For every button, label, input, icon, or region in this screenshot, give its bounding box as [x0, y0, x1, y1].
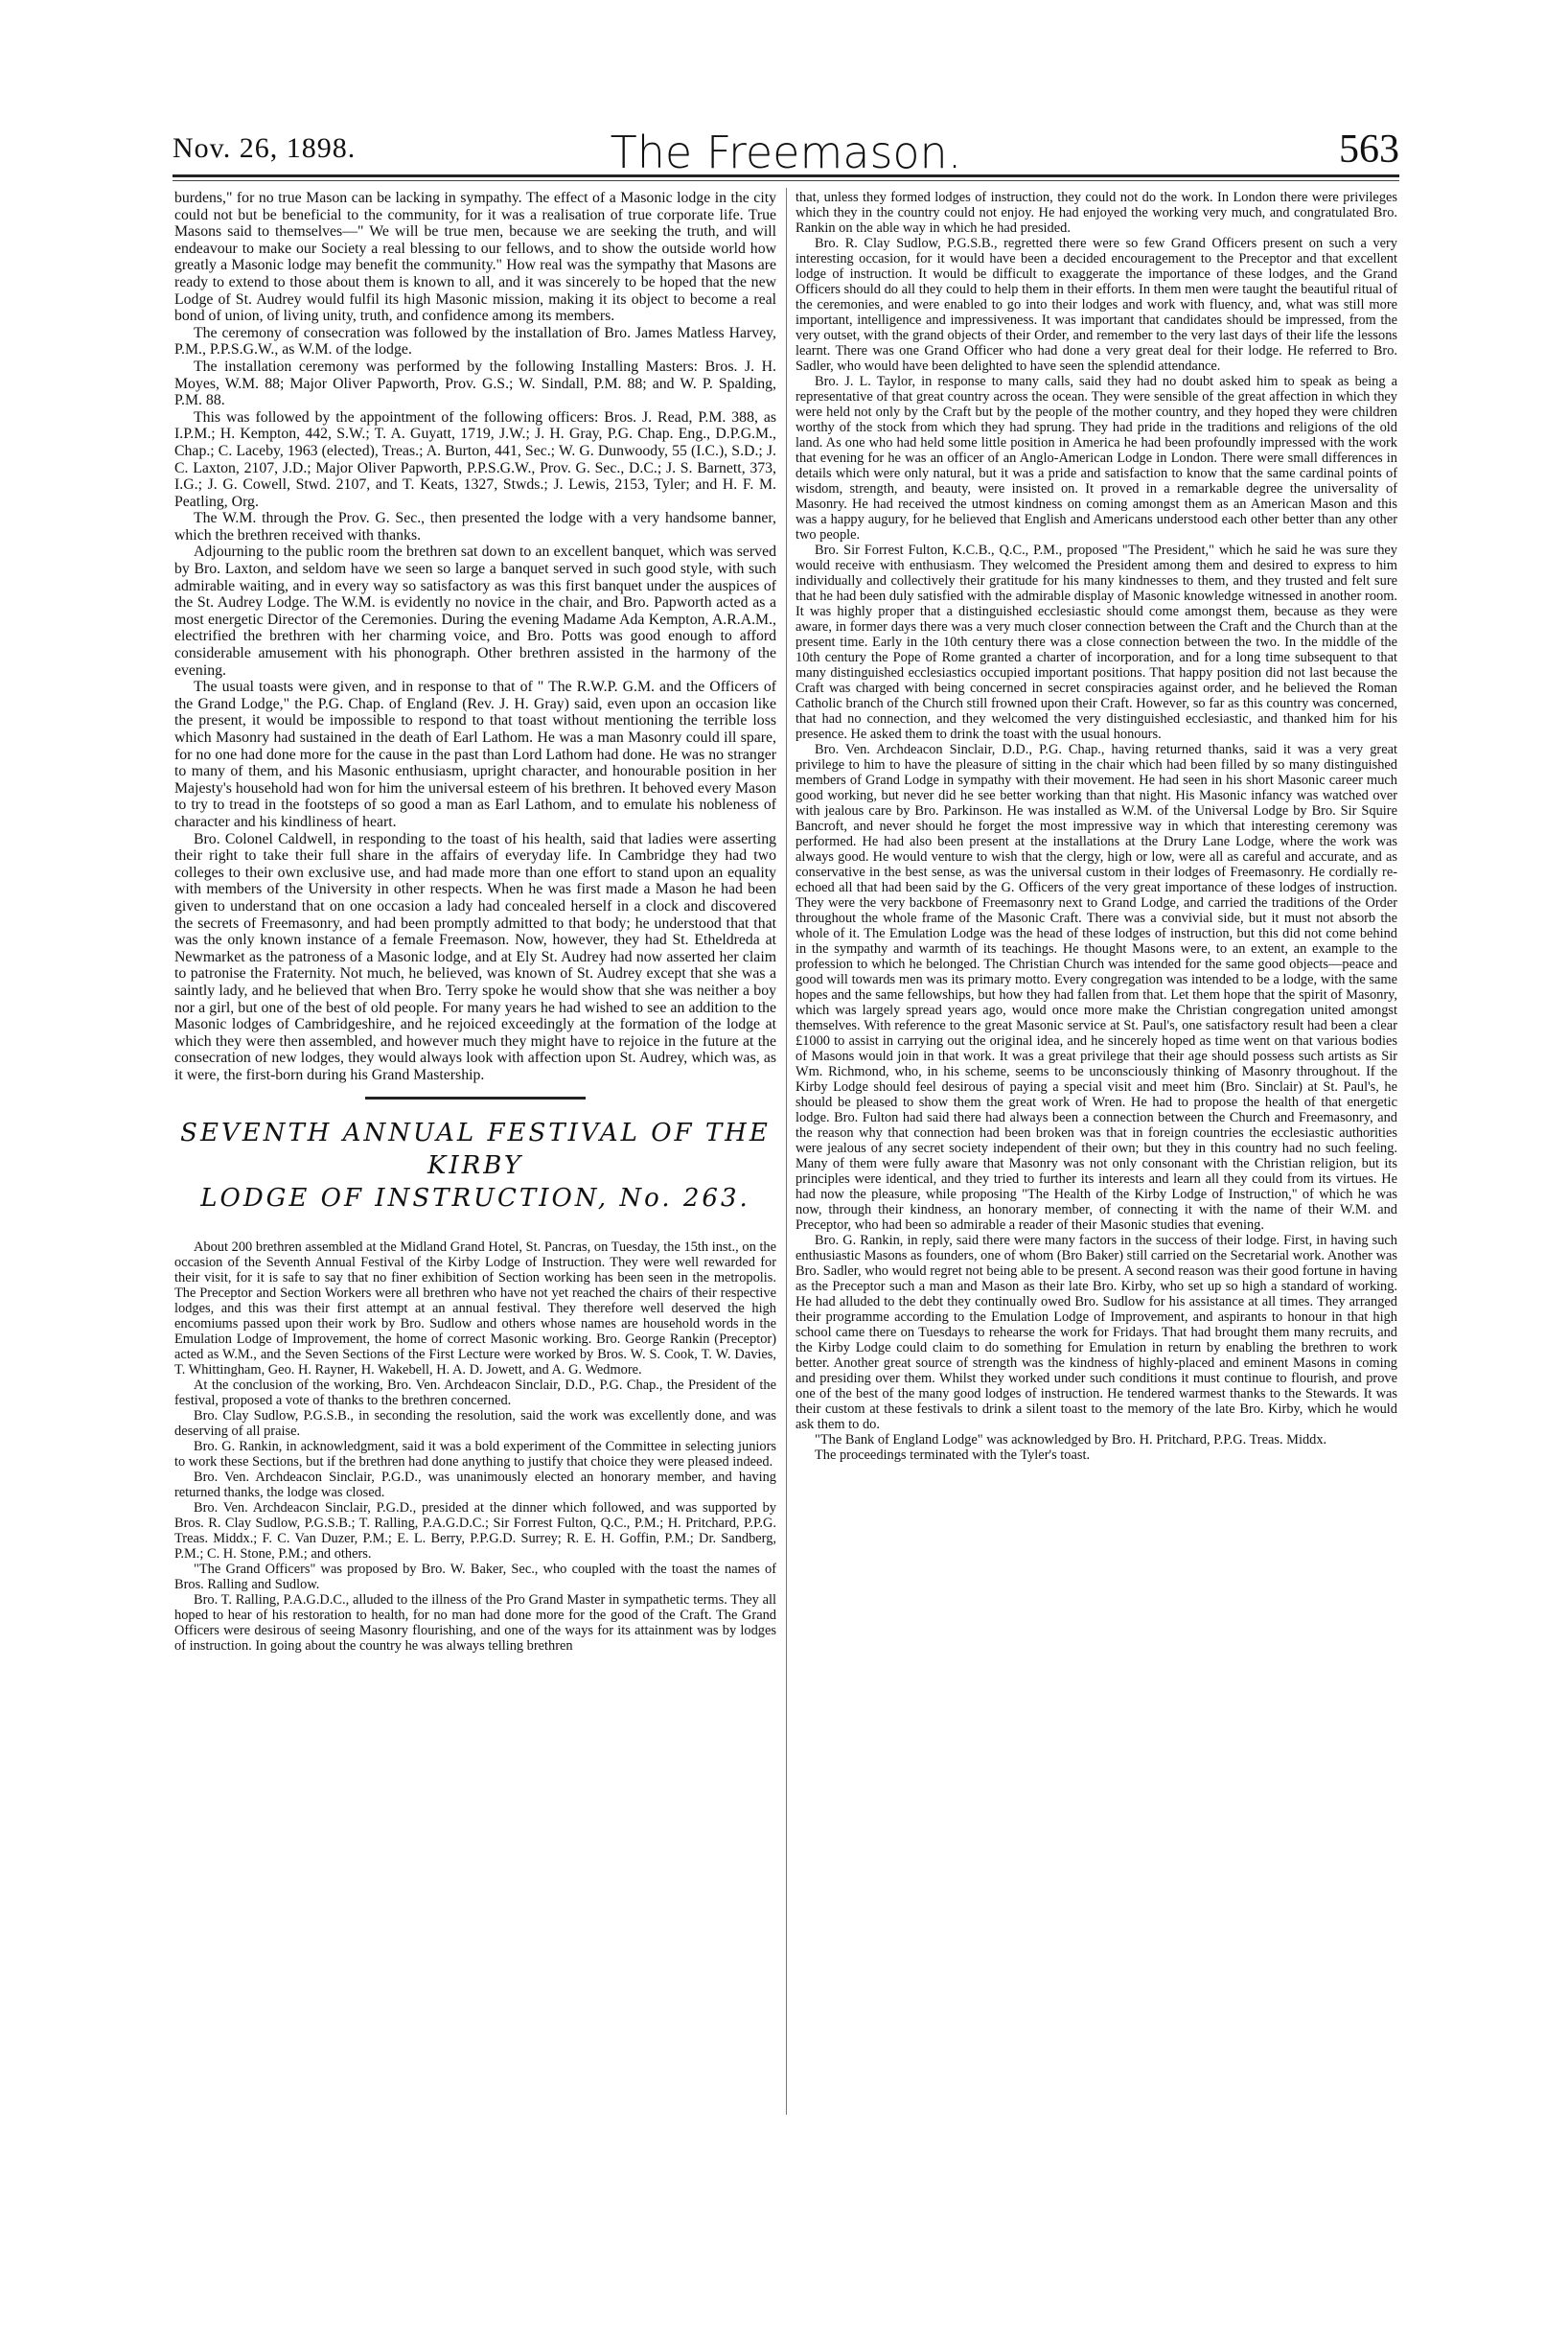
article-paragraph: At the conclusion of the working, Bro. Ven. Archdeacon Sinclair, D.D., P.G. Chap., the President of the festival, proposed a vote of thanks to the brethren concerned.: [174, 1378, 776, 1409]
right-column: [796, 190, 1397, 2136]
section-divider: [365, 1097, 586, 1100]
article-paragraph: The installation ceremony was performed by the following Installing Masters: Bros. J. H. Moyes, W.M. 88; Major Oliver Papworth, Prov. G.S.; W. Sindall, P.M. 88; and W. P. Spalding, P.M. 88.: [174, 358, 776, 409]
festival-report: [174, 1239, 776, 1654]
section-heading: [174, 1117, 776, 1215]
article-paragraph: Bro. Clay Sudlow, P.G.S.B., in seconding the resolution, said the work was excellently done, and was deserving of all praise.: [174, 1408, 776, 1440]
article-paragraph: "The Grand Officers" was proposed by Bro. W. Baker, Sec., who coupled with the toast the names of Bros. Ralling and Sudlow.: [174, 1562, 776, 1593]
article-paragraph: Bro. Colonel Caldwell, in responding to the toast of his health, said that ladies were asserting their right to take their full share in the affairs of everyday life. In Cambridge they had two colleges to their own exclusive use, and had made more than one effort to stand upon an equality with members of the University in other respects. When he was first made a Mason he had been given to understand that on one occasion a lady had concealed herself in a clock and discovered the secrets of Freemasonry, and had been promptly admitted to that body; he understood that that was the only known instance of a female Freemason. Now, however, they had St. Etheldreda at Newmarket as the patroness of a Masonic lodge, and at Ely St. Audrey had now asserted her claim to patronise the Fraternity. Not much, he believed, was known of St. Audrey except that she was a saintly lady, and he believed that when Bro. Terry spoke he would show that she was neither a boy nor a girl, but one of the best of old people. For many years he had wished to see an addition to the Masonic lodges of Cambridgeshire, and he rejoiced exceedingly at the formation of the lodge at which they were then assembled, and however much they might have to rejoice in the future at the consecration of new lodges, they would always look with affection upon St. Audrey, which was, as it were, the first-born during his Grand Mastership.: [174, 830, 776, 1083]
article-paragraph: This was followed by the appointment of the following officers: Bros. J. Read, P.M. 388, as I.P.M.; H. Kempton, 442, S.W.; T. A. Guyatt, 1719, J.W.; J. H. Gray, P.G. Chap. Eng., D.P.G.M., Chap.; C. Laceby, 1963 (elected), Treas.; A. Burton, 441, Sec.; W. G. Dunwoody, 55 (I.C.), S.D.; J. C. Laxton, 2107, J.D.; Major Oliver Papworth, P.P.S.G.W., Prov. G. Sec., D.C.; J. S. Barnett, 373, I.G.; J. G. Cowell, Stwd. 2107, and T. Keats, 1327, Stwds.; J. Lewis, 2153, Tyler; and H. F. M. Peatling, Org.: [174, 408, 776, 510]
header-rule: [173, 174, 1399, 177]
issue-date: Nov. 26, 1898.: [173, 132, 357, 164]
article-paragraph: that, unless they formed lodges of instruction, they could not do the work. In London there were privileges which they in the country could not enjoy. He had enjoyed the working very much, and congratulated Bro. Rankin on the able way in which he had presided.: [796, 190, 1397, 236]
section-heading-line-2: LODGE OF INSTRUCTION, No. 263.: [200, 1184, 750, 1214]
article-paragraph: About 200 brethren assembled at the Midland Grand Hotel, St. Pancras, on Tuesday, the 15th inst., on the occasion of the Seventh Annual Festival of the Kirby Lodge of Instruction. They were well rewarded for their visit, for it is safe to say that no finer exhibition of Section working has been seen in the metropolis. The Preceptor and Section Workers were all brethren who have not yet reached the chairs of their respective lodges, and this was their first attempt at an annual festival. They therefore well deserved the high encomiums passed upon their work by Bro. Sudlow and others whose names are household words in the Emulation Lodge of Improvement, the home of correct Masonic working. Bro. George Rankin (Preceptor) acted as W.M., and the Seven Sections of the First Lecture were worked by Bros. W. S. Cook, T. W. Davies, T. Whittingham, Geo. H. Rayner, H. Wakebell, H. A. D. Jowett, and A. G. Wedmore.: [174, 1239, 776, 1378]
header-rule-thin: [173, 180, 1399, 181]
article-paragraph: The proceedings terminated with the Tyler's toast.: [815, 1447, 1091, 1463]
article-paragraph: The W.M. through the Prov. G. Sec., then presented the lodge with a very handsome banner, which the brethren received with thanks.: [174, 510, 776, 544]
page-number: 563: [1339, 127, 1399, 172]
article-paragraph: Bro. G. Rankin, in reply, said there were many factors in the success of their lodge. First, in having such enthusiastic Masons as founders, one of whom (Bro Baker) still carried on the Secretarial work. Another was Bro. Sadler, who would regret not being able to be present. A second reason was their good fortune in having as the Preceptor such a man and Mason as their late Bro. Kirby, who set up so high a standard of working. He had alluded to the debt they continually owed Bro. Sudlow for his assistance at all times. They arranged their programme according to the Emulation Lodge of Improvement, and aspirants to honour in that high school came there on Tuesdays to rehearse the work for Fridays. That had brought them many recruits, and the Kirby Lodge could claim to do something for Emulation in return by enabling the brethren to work better. Another great source of strength was the kindness of highly-placed and eminent Masons in coming and presiding over them. Whilst they worked under such conditions it must continue to flourish, and prove one of the best of the many good lodges of instruction. He tendered warmest thanks to the Stewards. It was their custom at these festivals to drink a silent toast to the memory of the late Bro. Kirby, which he would ask them to do.: [796, 1233, 1397, 1432]
column-divider: [786, 188, 787, 2115]
article-paragraph: Bro. G. Rankin, in acknowledgment, said it was a bold experiment of the Committee in selecting juniors to work these Sections, but if the brethren had done anything to justify that choice they were pleased indeed.: [174, 1439, 776, 1471]
article-paragraph: Bro. J. L. Taylor, in response to many calls, said they had no doubt asked him to speak as being a representative of that great country across the ocean. They were sensible of the great affection in which they were held not only by the Craft but by the people of the mother country, and they hoped they were children worthy of the stock from which they had sprung. They had pride in the traditions and religions of the old land. As one who had held some little position in America he had been profoundly impressed with the work that evening for he was an officer of an Anglo-American Lodge in London. There were small differences in details which were only natural, but it was a pride and satisfaction to know that the same cardinal points of wisdom, strength, and beauty, were insisted on. It proved in a remarkable degree the universality of Masonry. He had received the utmost kindness on coming amongst them as an American Mason and this was a happy augury, for he believed that English and Americans understood each other better than any other two people.: [796, 374, 1397, 543]
article-paragraph: Bro. T. Ralling, P.A.G.D.C., alluded to the illness of the Pro Grand Master in sympathetic terms. They all hoped to hear of his restoration to health, for no man had done more for the good of the Craft. The Grand Officers were desirous of seeing Masonry flourishing, and one of the ways for its attainment was by lodges of instruction. In going about the country he was always telling brethren: [174, 1592, 776, 1655]
article-paragraph: Adjourning to the public room the brethren sat down to an excellent banquet, which was served by Bro. Laxton, and seldom have we seen so large a banquet served in such good style, with such admirable waiting, and in every way so satisfactory as was this first banquet under the auspices of the St. Audrey Lodge. The W.M. is evidently no novice in the chair, and Bro. Papworth acted as a most energetic Director of the Ceremonies. During the evening Madame Ada Kempton, A.R.A.M., electrified the brethren with her charming voice, and Bro. Potts was good enough to afford considerable amusement with his phonograph. Other brethren assisted in the harmony of the evening.: [174, 544, 776, 679]
left-column: [174, 190, 776, 2136]
article-paragraph: Bro. Ven. Archdeacon Sinclair, P.G.D., was unanimously elected an honorary member, and having returned thanks, the lodge was closed.: [174, 1470, 776, 1501]
article-paragraph: "The Bank of England Lodge" was acknowledged by Bro. H. Pritchard, P.P.G. Treas. Middx.: [815, 1432, 1327, 1447]
article-paragraph: Bro. Sir Forrest Fulton, K.C.B., Q.C., P.M., proposed "The President," which he said he was sure they would receive with enthusiasm. They welcomed the President among them and desired to express to him individually and collectively their gratitude for his many kindnesses to them, and they trusted and felt sure that he had been duly satisfied with the admirable display of Masonic knowledge witnessed in another room. It was highly proper that a distinguished ecclesiastic should come amongst them, because as they were aware, in former days there was a very much closer connection between the Craft and the Church than at the present time. Early in the 10th century there was a close connection between the two. In the middle of the 10th century the Pope of Rome granted a charter of incorporation, and for a long time subsequent to that many distinguished ecclesiastics occupied important positions. That happy position did not last because the Craft was charged with being concerned in secret conspiracies against order, and he believed the Roman Catholic branch of the Church still frowned upon their Craft. However, so far as this country was concerned, that had no connection, and they welcomed the very distinguished ecclesiastic, and thanked him for his presence. He asked them to drink the toast with the usual honours.: [796, 543, 1397, 742]
masthead-title: The Freemason.: [610, 127, 962, 178]
section-heading-line-1: SEVENTH ANNUAL FESTIVAL OF THE KIRBY: [180, 1119, 771, 1181]
page-header: [173, 127, 1399, 178]
article-paragraph: Bro. Ven. Archdeacon Sinclair, P.G.D., presided at the dinner which followed, and was supported by Bros. R. Clay Sudlow, P.G.S.B.; T. Ralling, P.A.G.D.C.; Sir Forrest Fulton, Q.C., P.M.; H. Pritchard, P.P.G. Treas. Middx.; F. C. Van Duzer, P.M.; E. L. Berry, P.P.G.D. Surrey; R. E. H. Goffin, P.M.; Dr. Sandberg, P.M.; C. H. Stone, P.M.; and others.: [174, 1500, 776, 1563]
article-paragraph: The ceremony of consecration was followed by the installation of Bro. James Matless Harvey, P.M., P.P.S.G.W., as W.M. of the lodge.: [174, 324, 776, 359]
article-paragraph: Bro. Ven. Archdeacon Sinclair, D.D., P.G. Chap., having returned thanks, said it was a very great privilege to him to have the pleasure of sitting in the chair which had been filled by so many distinguished members of Grand Lodge in sympathy with their movement. He had seen in his short Masonic career much good working, but never did he see better working than that night. His Masonic infancy was watched over with jealous care by Bro. Parkinson. He was installed as W.M. of the Universal Lodge by Bro. Sir Squire Bancroft, and never should he forget the most impressive way in which that interesting ceremony was performed. He had also been present at the installations at the Drury Lane Lodge, where the work was always good. He would venture to wish that the clergy, high or low, were all as careful and accurate, and as conservative in the best sense, as was the universal custom in their lodges of Freemasonry. He cordially re-echoed all that had been said by the G. Officers of the very great importance of these lodges of instruction. They were the very backbone of Freemasonry next to Grand Lodge, and carried the traditions of the Order throughout the whole frame of the Masonic Craft. There was a convivial side, but it must not absorb the whole of it. The Emulation Lodge was the head of these lodges of instruction, but this did not come behind in the sympathy and warmth of its teachings. He thought Masons were, to an extent, an example to the profession to which he belonged. The Christian Church was intended for the same good objects—peace and good will towards men was its primary motto. Every congregation was intended to be a lodge, with the same hopes and the same fellowships, but how they had fallen from that. Let them hope that the spirit of Masonry, which was largely spread years ago, would once more make the Christian congregation united amongst themselves. With reference to the great Masonic service at St. Paul's, one satisfactory result had been a clear £1000 to assist in carrying out the original idea, and he sincerely hoped as time went on that various bodies of Masons would join in that work. It was a great privilege that their age should possess such artists as Sir Wm. Richmond, who, in his scheme, seems to be unconsciously thinking of Masonry throughout. If the Kirby Lodge should feel desirous of paying a special visit and meet him (Bro. Sinclair) at St. Paul's, he should be pleased to show them the great work of Wren. He had to propose the health of that energetic lodge. Bro. Fulton had said there had always been a connection between the Church and Freemasonry, and the reason why that connection had been broken was that in foreign countries the ecclesiastic authorities were jealous of any secret society independent of their own; but they in this country had no such feeling. Many of them were fully aware that Masonry was not only consonant with the Christian religion, but its principles were identical, and they tried to further its interests and learn all they could from its virtues. He had now the pleasure, while proposing "The Health of the Kirby Lodge of Instruction," of which he was now, through their kindness, an honorary member, of connecting it with the name of their W.M. and Preceptor, who had been so admirable a reader of their Masonic studies that evening.: [796, 742, 1397, 1233]
article-paragraph: Bro. R. Clay Sudlow, P.G.S.B., regretted there were so few Grand Officers present on such a very interesting occasion, for it would have been a decided encouragement to the Preceptor and that excellent lodge of instruction. It would be difficult to exaggerate the importance of these lodges, and the Grand Officers should do all they could to help them in their efforts. In them men were taught the beautiful ritual of the ceremonies, and were enabled to go into their lodges and work with fluency, and, what was still more important, intelligence and impressiveness. It was important that candidates should be impressed, from the very outset, with the grand objects of their Order, and remember to the very last days of their life the lessons learnt. There was one Grand Officer who had done a very great deal for their lodge. He referred to Bro. Sadler, who would have been delighted to have seen the splendid attendance.: [796, 236, 1397, 374]
article-paragraph: The usual toasts were given, and in response to that of " The R.W.P. G.M. and the Officers of the Grand Lodge," the P.G. Chap. of England (Rev. J. H. Gray) said, even upon an occasion like the present, it would be impossible to respond to that toast without mentioning the terrible loss which Masonry had sustained in the death of Earl Lathom. He was a man Masonry could ill spare, for no one had done more for the cause in the past than Lord Lathom had done. He was no stranger to many of them, and his Masonic enthusiasm, upright character, and honourable position in her Majesty's household had won for him the universal esteem of his brethren. It behoved every Mason to try to tread in the footsteps of so good a man as Earl Lathom, and to emulate his nobleness of character and his kindliness of heart.: [174, 679, 776, 830]
article-paragraph: burdens," for no true Mason can be lacking in sympathy. The effect of a Masonic lodge in the city could not but be beneficial to the community, for it was a realisation of true corporate life. True Masons said to themselves—" We will be true men, because we are seeking the truth, and will endeavour to make our Society a real blessing to our fellows, and to show the outside world how greatly a Masonic lodge may benefit the community." How real was the sympathy that Masons are ready to extend to those about them is known to all, and it was sincerely to be hoped that the new Lodge of St. Audrey would fulfil its high Masonic mission, making it its object to become a real bond of union, of living unity, truth, and confidence among its members.: [174, 190, 776, 325]
